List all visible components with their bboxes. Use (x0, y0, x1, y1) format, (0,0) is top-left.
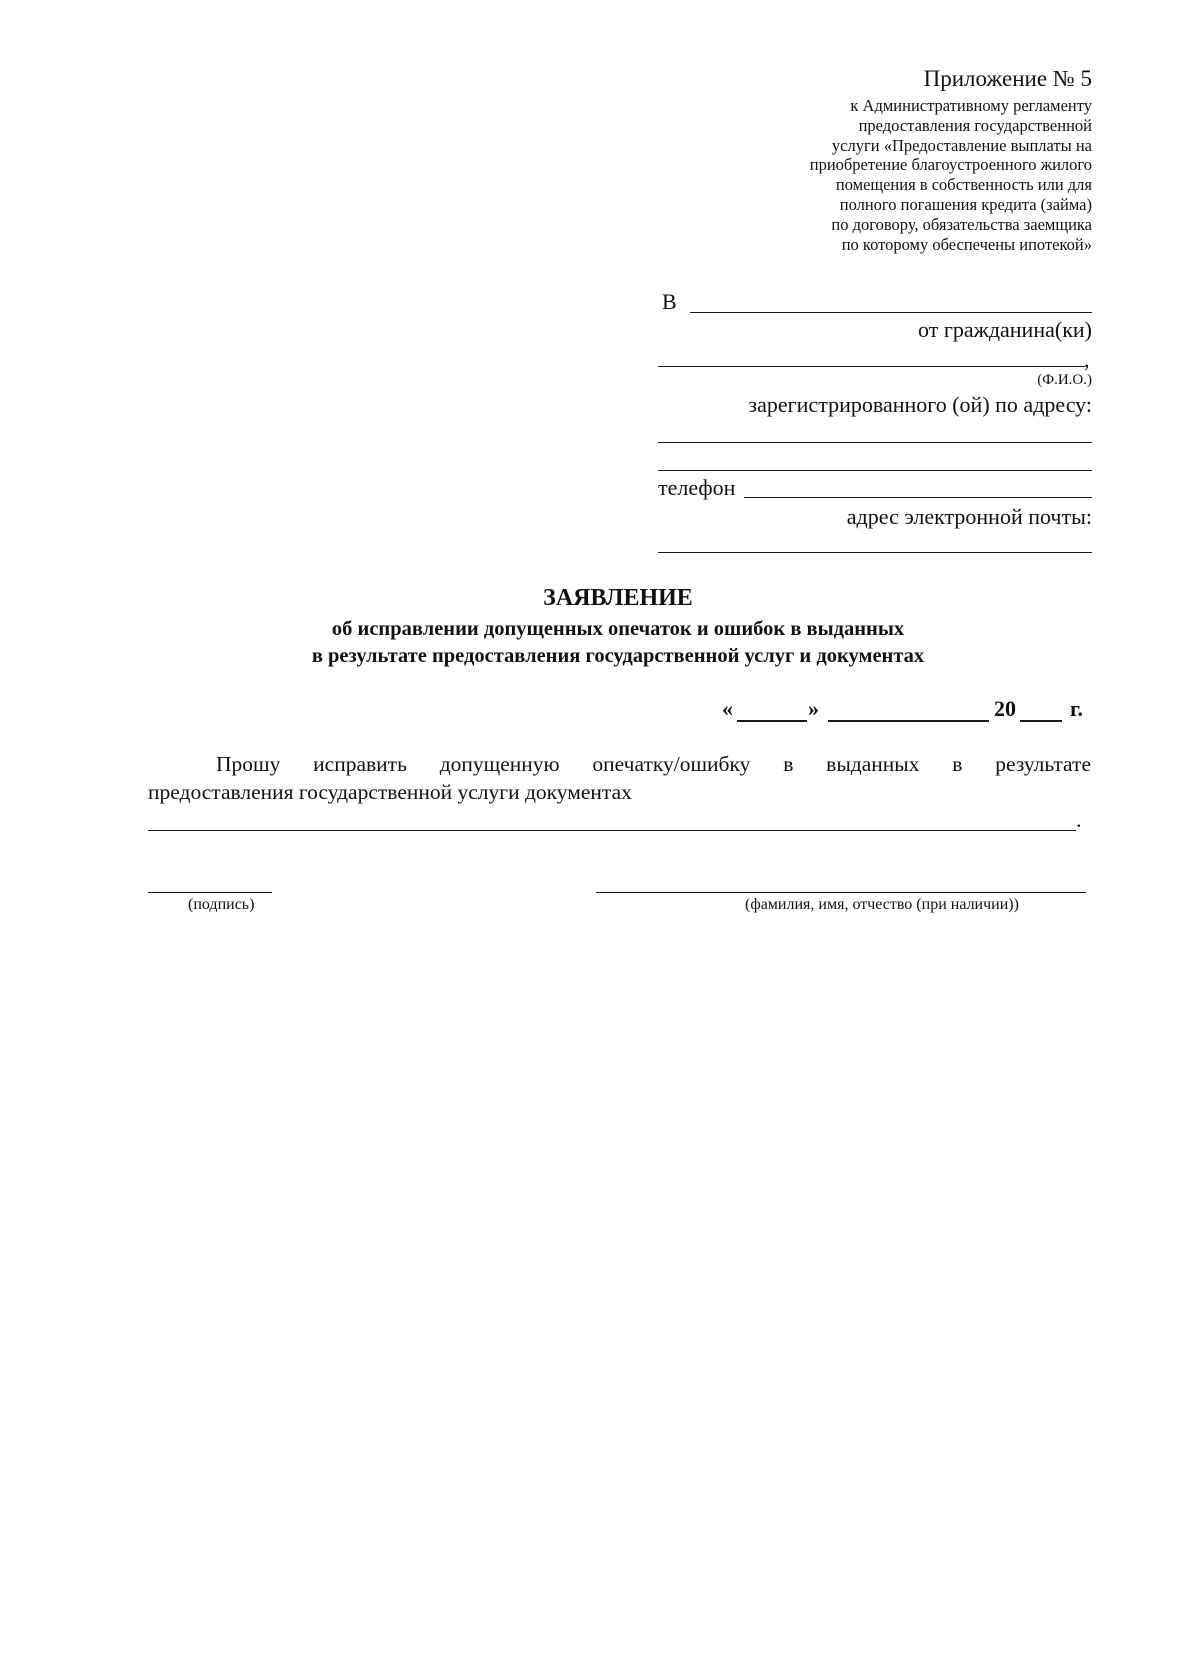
documents-line[interactable] (148, 830, 1076, 831)
appendix-line: к Административному регламенту (850, 96, 1092, 115)
date-month-line[interactable] (828, 720, 989, 722)
email-label: адрес электронной почты: (846, 504, 1092, 529)
period: . (1076, 807, 1082, 832)
fio-caption: (Ф.И.О.) (1037, 372, 1092, 388)
appendix-reference (672, 96, 1092, 254)
recipient-line[interactable] (690, 312, 1092, 313)
fio-comma: , (1084, 347, 1090, 372)
appendix-line: по договору, обязательства заемщика (831, 214, 1092, 234)
registered-label: зарегистрированного (ой) по адресу: (748, 392, 1092, 417)
email-line[interactable] (658, 552, 1092, 553)
appendix-line: помещения в собственность или для (835, 175, 1092, 195)
document-title: ЗАЯВЛЕНИЕ (543, 585, 693, 611)
signature-caption: (подпись) (188, 896, 255, 913)
full-name-caption: (фамилия, имя, отчество (при наличии)) (745, 896, 1019, 913)
to-label: В (662, 289, 677, 314)
request-text-line-2: предоставления государственной услуги документах (148, 780, 632, 804)
phone-label: телефон (658, 475, 736, 500)
date-year-suffix: г. (1070, 696, 1084, 721)
document-subtitle-line-1: об исправлении допущенных опечаток и ошибок в выданных (331, 618, 905, 640)
address-line-1[interactable] (658, 442, 1092, 443)
appendix-line: полного погашения кредита (займа) (839, 194, 1092, 214)
from-label: от гражданина(ки) (918, 317, 1092, 342)
date-close-quote: » (808, 696, 819, 721)
date-day-line[interactable] (737, 720, 807, 722)
appendix-line: предоставления государственной (858, 115, 1092, 135)
full-name-line[interactable] (596, 892, 1086, 893)
signature-line[interactable] (148, 892, 272, 893)
request-text-line-1: Прошу исправить допущенную опечатку/ошибку в выданных в результате (216, 752, 1091, 776)
appendix-line: по которому обеспечены ипотекой» (841, 234, 1092, 254)
fio-line[interactable] (658, 366, 1085, 367)
address-line-2[interactable] (658, 470, 1092, 471)
date-open-quote: « (722, 696, 733, 721)
phone-line[interactable] (744, 497, 1092, 498)
appendix-line: приобретение благоустроенного жилого (809, 155, 1092, 175)
date-year-prefix: 20 (994, 696, 1016, 721)
appendix-title: Приложение № 5 (923, 66, 1092, 91)
date-year-line[interactable] (1020, 720, 1062, 722)
appendix-line: услуги «Предоставление выплаты на (831, 135, 1092, 155)
document-subtitle-line-2: в результате предоставления государственной услуг и документах (311, 645, 925, 667)
